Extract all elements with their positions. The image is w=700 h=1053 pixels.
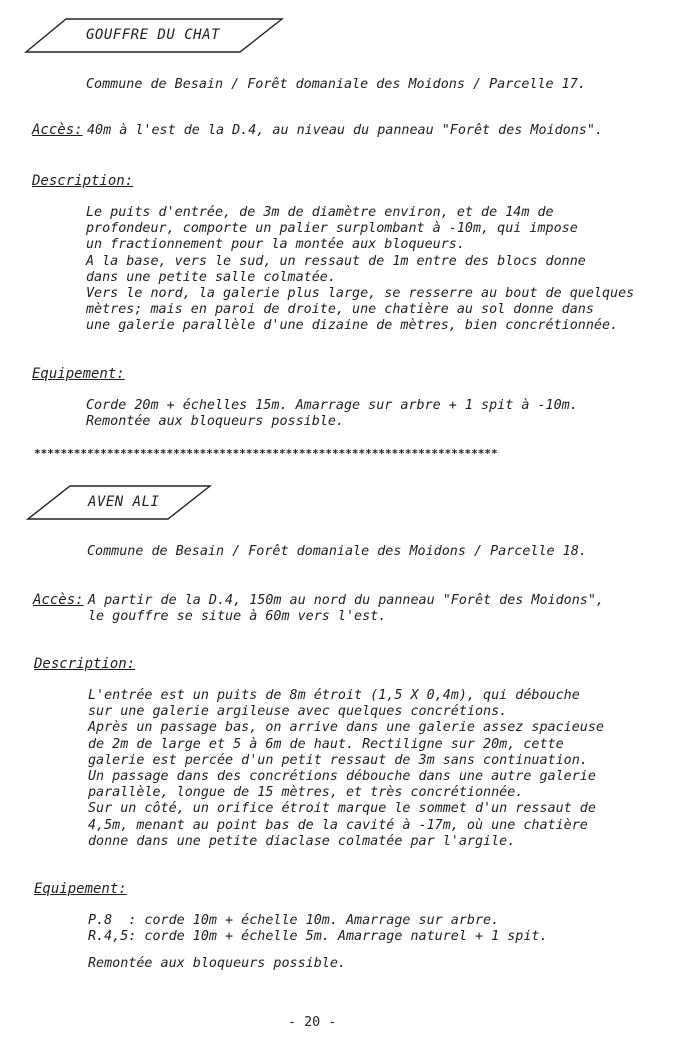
commune-line: Commune de Besain / Forêt domaniale des Moidons / Parcelle 18. <box>87 544 587 559</box>
acces-line: le gouffre se situe à 60m vers l'est. <box>88 609 387 625</box>
equipement-label: Equipement: <box>32 366 125 382</box>
description-line: L'entrée est un puits de 8m étroit (1,5 X 0,4m), qui débouche <box>88 688 580 703</box>
acces-text: 40m à l'est de la D.4, au niveau du panneau "Forêt des Moidons". <box>87 123 603 138</box>
description-line: Vers le nord, la galerie plus large, se resserre au bout de quelques <box>86 286 635 302</box>
acces-label: Accès: <box>32 122 83 138</box>
acces-label: Accès: <box>33 592 84 608</box>
description-line: profondeur, comporte un palier surplombant à -10m, qui impose <box>86 221 578 237</box>
description-line: galerie est percée d'un petit ressaut de 3m sans continuation. <box>88 752 588 768</box>
equipement-line: Corde 20m + échelles 15m. Amarrage sur arbre + 1 spit à -10m. <box>86 398 578 413</box>
equipement-text <box>88 913 548 945</box>
page-number: - 20 - <box>288 1015 337 1030</box>
description-line: parallèle, longue de 15 mètres, et très concrétionnée. <box>88 785 524 801</box>
equipement-line: R.4,5: corde 10m + échelle 5m. Amarrage naturel + 1 spit. <box>88 929 548 945</box>
description-line: sur une galerie argileuse avec quelques concrétions. <box>88 704 508 720</box>
description-line: Un passage dans des concrétions débouche dans une autre galerie <box>88 769 596 785</box>
section-separator: ********************************************************************** <box>34 447 498 460</box>
description-line: 4,5m, menant au point bas de la cavité à -17m, où une chatière <box>88 817 588 833</box>
equipement-line: Remontée aux bloqueurs possible. <box>86 414 344 430</box>
section-banner-gouffre-du-chat <box>24 18 286 54</box>
acces-text <box>88 593 604 625</box>
description-line: de 2m de large et 5 à 6m de haut. Rectiligne sur 20m, cette <box>88 736 564 752</box>
description-line: A la base, vers le sud, un ressaut de 1m entre des blocs donne <box>86 253 586 269</box>
description-line: une galerie parallèle d'une dizaine de mètres, bien concrétionnée. <box>86 318 619 334</box>
remontee-line: Remontée aux bloqueurs possible. <box>88 956 346 971</box>
equipement-label: Equipement: <box>34 881 127 897</box>
commune-line: Commune de Besain / Forêt domaniale des Moidons / Parcelle 17. <box>86 77 586 92</box>
equipement-text <box>86 398 578 430</box>
description-line: Sur un côté, un orifice étroit marque le sommet d'un ressaut de <box>88 801 596 817</box>
description-text <box>86 205 634 335</box>
description-line: donne dans une petite diaclase colmatée par l'argile. <box>88 833 516 849</box>
section-banner-aven-ali <box>26 485 214 521</box>
equipement-line: P.8 : corde 10m + échelle 10m. Amarrage sur arbre. <box>88 913 500 928</box>
description-line: Le puits d'entrée, de 3m de diamètre environ, et de 14m de <box>86 205 554 220</box>
description-line: un fractionnement pour la montée aux bloqueurs. <box>86 237 465 253</box>
acces-line: A partir de la D.4, 150m au nord du panneau "Forêt des Moidons", <box>88 593 604 608</box>
description-line: mètres; mais en paroi de droite, une chatière au sol donne dans <box>86 302 594 318</box>
description-line: dans une petite salle colmatée. <box>86 269 336 285</box>
description-line: Après un passage bas, on arrive dans une galerie assez spacieuse <box>88 720 604 736</box>
description-label: Description: <box>34 656 136 672</box>
section-title: AVEN ALI <box>88 494 160 510</box>
description-text <box>88 688 604 850</box>
section-title: GOUFFRE DU CHAT <box>86 27 220 43</box>
description-label: Description: <box>32 173 134 189</box>
